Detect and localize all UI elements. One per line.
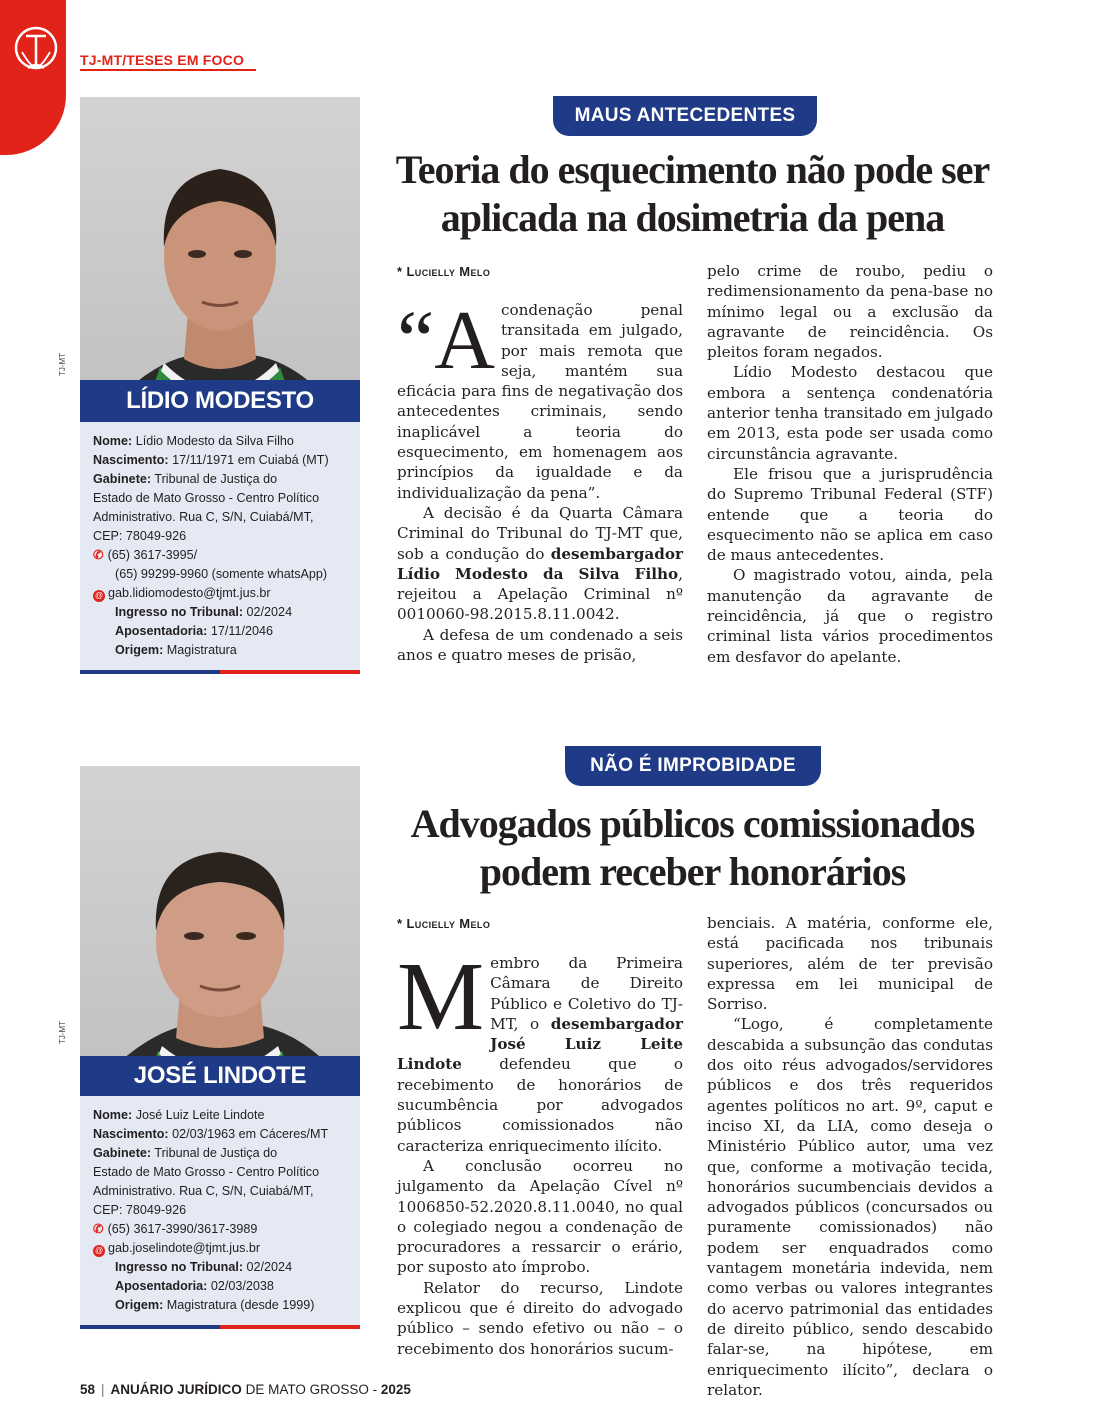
paragraph-lead: condenação penal transitada em julgado, por mais remota que seja, mantém sua eficácia para fins de negativação dos antecedentes criminais, sendo inaplicável a teoria do esquecimento, em homenagem aos princípios da igualdade e da individualização da pena”. <box>397 301 683 502</box>
nascimento-value: 17/11/1971 em Cuiabá (MT) <box>172 453 329 467</box>
portrait-illustration-icon <box>80 766 360 1096</box>
judge-name: desembargador José Luiz Leite Lindote <box>397 1014 683 1074</box>
paragraph-text: A decisão é da Quarta Câmara Criminal do Tribunal do TJ-MT que, sob a condução do <box>397 503 683 563</box>
gabinete-line-3: Administrativo. Rua C, S/N, Cuiabá/MT, <box>93 510 314 524</box>
ingresso-value: 02/2024 <box>246 605 293 619</box>
aposentadoria-label: Aposentadoria: <box>115 1279 208 1293</box>
origem-label: Origem: <box>115 1298 164 1312</box>
origem-label: Origem: <box>115 643 164 657</box>
paragraph-text: O magistrado votou, ainda, pela manutenção da agravante de reincidência, já que o registro criminal lista vários procedimentos em desfavor do apelante. <box>707 566 993 666</box>
gabinete-line-4: CEP: 78049-926 <box>93 1203 187 1217</box>
tjmt-logo-icon <box>12 22 60 78</box>
profile-info-box <box>80 1096 360 1325</box>
section-title: TJ-MT/TESES EM FOCO <box>80 52 245 68</box>
header-red-tab <box>0 0 66 155</box>
drop-cap: M <box>397 943 485 1051</box>
paragraph-text: A conclusão ocorreu no julgamento da Apelação Cível nº 1006850-52.2020.8.11.0040, no qual o colegiado negou a condenação de procuradores a ressarcir o erário, por suposto ato ímprobo. <box>397 1156 683 1277</box>
gabinete-line-1: Tribunal de Justiça do <box>154 1146 278 1160</box>
aposentadoria-value: 02/03/2038 <box>210 1279 274 1293</box>
headline-line-2: aplicada na dosimetria da pena <box>440 195 945 240</box>
nascimento-label: Nascimento: <box>93 1127 169 1141</box>
article-tag: MAUS ANTECEDENTES <box>553 96 817 136</box>
headline-line-1: Advogados públicos comissionados <box>410 801 975 846</box>
email-link[interactable]: gab.lidiomodesto@tjmt.jus.br <box>108 586 271 600</box>
phone-icon: ✆ <box>93 1222 104 1236</box>
origem-value: Magistratura (desde 1999) <box>166 1298 315 1312</box>
email-link[interactable]: gab.joselindote@tjmt.jus.br <box>108 1241 261 1255</box>
photo-credit: TJ-MT <box>58 1020 67 1044</box>
portrait-illustration-icon <box>80 97 360 422</box>
ingresso-label: Ingresso no Tribunal: <box>115 605 244 619</box>
article-headline <box>380 146 1005 242</box>
publication-subtitle: DE MATO GROSSO - <box>241 1382 381 1397</box>
paragraph-text: embro da Primeira Câmara de Direito Público e Coletivo do TJ-MT, o <box>490 954 683 1033</box>
paragraph-text: defendeu que o recebimento de honorários de sucumbência por advogados públicos comissionados não caracteriza enriquecimento ilícito. <box>397 1055 683 1155</box>
email-icon: @ <box>94 1246 104 1255</box>
nome-label: Nome: <box>93 434 133 448</box>
ingresso-value: 02/2024 <box>246 1260 293 1274</box>
portrait-photo <box>80 97 360 422</box>
paragraph-text: Relator do recurso, Lindote explicou que é direito do advogado público – sendo efetivo ou não – o recebimento dos honorários sucum- <box>397 1278 683 1358</box>
nascimento-label: Nascimento: <box>93 453 169 467</box>
aposentadoria-value: 17/11/2046 <box>210 624 273 638</box>
article-column-1 <box>397 943 683 1359</box>
ingresso-label: Ingresso no Tribunal: <box>115 1260 244 1274</box>
paragraph-text: , rejeitou a Apelação Criminal nº 0010060-98.2015.8.11.0042. <box>397 564 683 624</box>
photo-credit: TJ-MT <box>58 352 67 376</box>
paragraph-text: A defesa de um condenado a seis anos e quatro meses de prisão, <box>397 625 683 665</box>
article-headline <box>380 800 1005 896</box>
article-byline: * Lucielly Melo <box>397 264 491 279</box>
paragraph-text: “Logo, é completamente descabida a subsunção das condutas dos oito réus advogados/servidores públicos e dos três requeridos agentes políticos no art. 9º, caput e inciso XI, da LIA, como deseja o Ministério Público autor, uma vez que, conforme a motivação tecida, honorários sucumbenciais devidos a advogados públicos (concursados ou puramente comissionados) não podem ser enquadrados como vantagem monetária indevida, nem como verbas ou valores integrantes do acervo patrimonial das entidades de direito público, sendo descabido falar-se, na hipótese, em enriquecimento ilícito”, declara o relator. <box>707 1015 993 1399</box>
aposentadoria-label: Aposentadoria: <box>115 624 208 638</box>
headline-line-2: podem receber honorários <box>479 849 906 894</box>
footer-separator: | <box>101 1382 105 1397</box>
publication-year: 2025 <box>380 1382 411 1397</box>
gabinete-line-4: CEP: 78049-926 <box>93 529 187 543</box>
page-footer <box>80 1382 411 1397</box>
section-rule <box>80 69 256 71</box>
profile-card-lidio <box>80 97 360 674</box>
origem-value: Magistratura <box>166 643 237 657</box>
portrait-photo <box>80 766 360 1096</box>
gabinete-label: Gabinete: <box>93 472 152 486</box>
phone-value-1: (65) 3617-3990/3617-3989 <box>107 1222 258 1236</box>
card-divider <box>80 670 360 674</box>
profile-name-banner: JOSÉ LINDOTE <box>80 1056 360 1096</box>
paragraph-text: pelo crime de roubo, pediu o redimensionamento da pena-base no mínimo legal ou a exclusão da agravante de reincidência. Os pleitos foram negados. <box>707 262 993 362</box>
article-tag: NÃO É IMPROBIDADE <box>565 746 821 786</box>
profile-info-box <box>80 422 360 670</box>
article-byline: * Lucielly Melo <box>397 916 491 931</box>
paragraph-text: Ele frisou que a jurisprudência do Supremo Tribunal Federal (STF) entende que a teoria do esquecimento não se aplica em caso de maus antecedentes. <box>707 464 993 565</box>
nome-label: Nome: <box>93 1108 133 1122</box>
page-number: 58 <box>80 1382 96 1397</box>
phone-icon: ✆ <box>93 548 104 562</box>
gabinete-line-2: Estado de Mato Grosso - Centro Político <box>93 491 320 505</box>
paragraph-text: Lídio Modesto destacou que embora a sentença condenatória anterior tenha transitado em julgado em 2013, esta pode ser usada como circunstância agravante. <box>707 363 993 463</box>
phone-value-2: (65) 99299-9960 (somente whatsApp) <box>115 567 328 581</box>
drop-cap: “A <box>397 294 495 387</box>
email-icon: @ <box>94 591 104 600</box>
nascimento-value: 02/03/1963 em Cáceres/MT <box>172 1127 329 1141</box>
publication-title: ANUÁRIO JURÍDICO <box>110 1382 242 1397</box>
gabinete-line-2: Estado de Mato Grosso - Centro Político <box>93 1165 320 1179</box>
profile-name-banner: LÍDIO MODESTO <box>80 380 360 422</box>
article-column-2 <box>707 261 993 667</box>
judge-name: desembargador Lídio Modesto da Silva Filho <box>397 544 683 583</box>
nome-value: José Luiz Leite Lindote <box>135 1108 265 1122</box>
nome-value: Lídio Modesto da Silva Filho <box>135 434 294 448</box>
paragraph-text: benciais. A matéria, conforme ele, está pacificada nos tribunais superiores, além de ter previsão expressa em lei municipal de Sorriso. <box>707 914 993 1014</box>
card-divider <box>80 1325 360 1329</box>
gabinete-line-3: Administrativo. Rua C, S/N, Cuiabá/MT, <box>93 1184 314 1198</box>
phone-value-1: (65) 3617-3995/ <box>107 548 198 562</box>
gabinete-line-1: Tribunal de Justiça do <box>154 472 278 486</box>
headline-line-1: Teoria do esquecimento não pode ser <box>395 147 990 192</box>
article-column-1 <box>397 294 683 665</box>
profile-card-lindote <box>80 766 360 1329</box>
article-column-2 <box>707 913 993 1400</box>
gabinete-label: Gabinete: <box>93 1146 152 1160</box>
